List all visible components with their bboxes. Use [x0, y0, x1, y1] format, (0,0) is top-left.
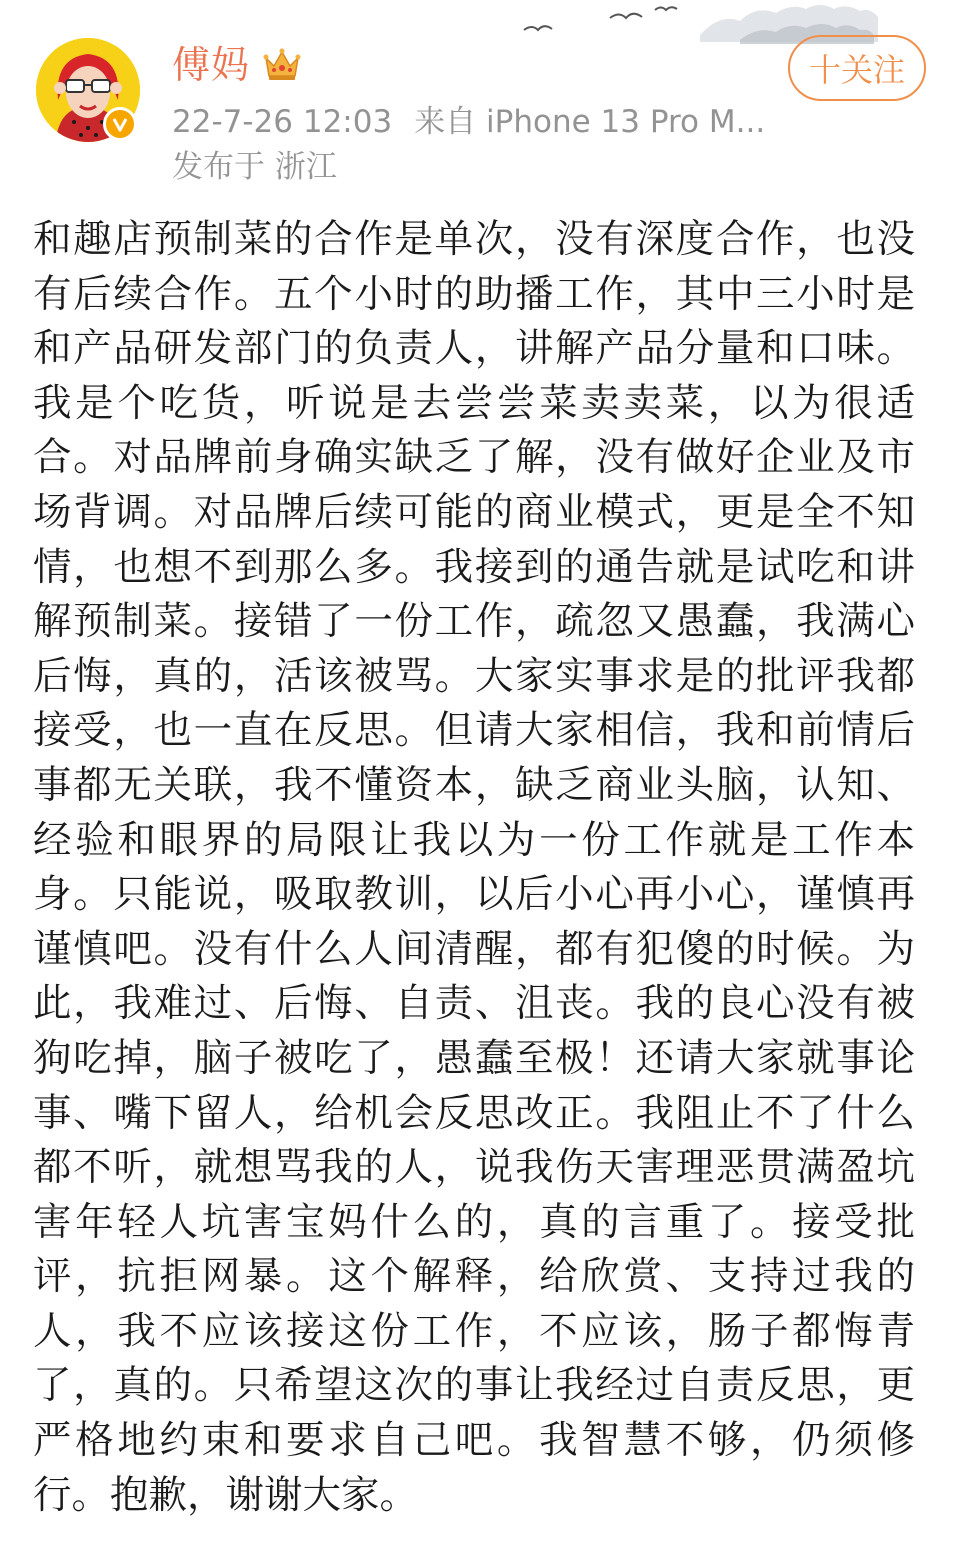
- post-header: [0, 0, 960, 200]
- verified-v-icon: [103, 107, 137, 141]
- post-meta: [172, 100, 765, 144]
- username[interactable]: 傅妈: [172, 43, 251, 87]
- post-source[interactable]: 来自 iPhone 13 Pro M...: [414, 104, 766, 140]
- follow-button[interactable]: 十关注: [788, 35, 926, 101]
- crown-icon: [262, 44, 302, 84]
- post-timestamp: 22-7-26 12:03: [172, 104, 393, 140]
- post-text: 和趣店预制菜的合作是单次，没有深度合作，也没有后续合作。五个小时的助播工作，其中三小时是和产品研发部门的负责人，讲解产品分量和口味。我是个吃货，听说是去尝尝菜卖卖菜，以为很适合。对品牌前身确实缺乏了解，没有做好企业及市场背调。对品牌后续可能的商业模式，更是全不知情，也想不到那么多。我接到的通告就是试吃和讲解预制菜。接错了一份工作，疏忽又愚蠢，我满心后悔，真的，活该被骂。大家实事求是的批评我都接受，也一直在反思。但请大家相信，我和前情后事都无关联，我不懂资本，缺乏商业头脑，认知、经验和眼界的局限让我以为一份工作就是工作本身。只能说，吸取教训，以后小心再小心，谨慎再谨慎吧。没有什么人间清醒，都有犯傻的时候。为此，我难过、后悔、自责、沮丧。我的良心没有被狗吃掉，脑子被吃了，愚蠢至极！还请大家就事论事、嘴下留人，给机会反思改正。我阻止不了什么都不听，就想骂我的人，说我伤天害理恶贯满盈坑害年轻人坑害宝妈什么的，真的言重了。接受批评，抗拒网暴。这个解释，给欣赏、支持过我的人，我不应该接这份工作，不应该，肠子都悔青了，真的。只希望这次的事让我经过自责反思，更严格地约束和要求自己吧。我智慧不够，仍须修行。抱歉，谢谢大家。: [33, 217, 915, 1518]
- post-location: 发布于 浙江: [172, 149, 337, 185]
